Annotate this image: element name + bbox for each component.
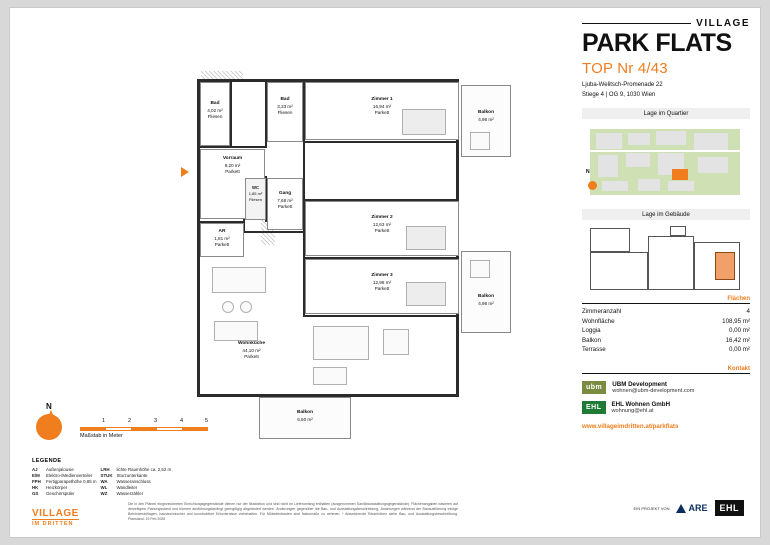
legend [32, 458, 262, 497]
room-name: Balkon [478, 294, 494, 299]
scale-tick: 3 [154, 418, 158, 424]
furniture-sofa [313, 326, 369, 360]
room-floor: Fliesen [249, 196, 262, 202]
table-row [582, 335, 750, 344]
legend-value: Wasseranschluss [116, 479, 151, 484]
info-panel [582, 18, 750, 523]
contact-name: UBM Development [612, 381, 667, 389]
room-area: 9,20 m² [224, 162, 241, 168]
quarter-block [602, 181, 628, 191]
room-name: AR [218, 229, 226, 234]
room-area: 12,63 m² [372, 221, 392, 227]
room-name: Vorraum [222, 156, 243, 161]
wall-interior [303, 141, 459, 143]
quarter-block [598, 155, 618, 177]
room-name: Gang [278, 191, 292, 196]
furniture-bed [402, 109, 446, 135]
quarter-block [668, 181, 694, 191]
balcony-top [461, 85, 511, 157]
wall-interior [230, 79, 232, 147]
room-area: 4,96 m² [478, 116, 494, 122]
furniture-dining-table [214, 321, 258, 341]
furniture-stool [222, 301, 234, 313]
footer-brand-name: VILLAGE [32, 508, 79, 519]
scale-tick: 2 [128, 418, 132, 424]
building-part [648, 236, 694, 290]
furniture-bed [406, 226, 446, 250]
legend-key: WZ [100, 491, 108, 496]
scale-bar [80, 418, 230, 439]
quarter-block [694, 133, 728, 151]
furniture-stool [240, 301, 252, 313]
area-value: 4 [746, 308, 750, 316]
room-gang [267, 178, 303, 230]
legend-key: FPH [32, 479, 41, 484]
room-floor: Parkett [374, 286, 390, 292]
project-title: PARK FLATS [582, 29, 732, 57]
building-part [590, 228, 630, 252]
brand-village: VILLAGE [696, 18, 750, 29]
scale-tick: 5 [205, 418, 209, 424]
wall-interior [197, 146, 267, 148]
legend-key: AJ [32, 467, 38, 472]
table-row [582, 345, 750, 354]
legend-value: Fertigparapethöhe 0,85 m [46, 479, 97, 484]
quarter-block [628, 133, 650, 145]
furniture-balcony-chair [470, 260, 490, 278]
section-quarter-title: Lage im Quartier [582, 108, 750, 119]
contact-title: Kontakt [582, 366, 750, 374]
room-area: 4,96 m² [478, 300, 494, 306]
area-value: 0,00 m² [729, 345, 750, 353]
legend-key: E/M [32, 473, 40, 478]
building-unit-highlight [715, 252, 735, 280]
partner-label: EIN PROJEKT VON [633, 505, 670, 511]
area-value: 0,00 m² [729, 327, 750, 335]
table-row [582, 307, 750, 316]
section-building-title: Lage im Gebäude [582, 209, 750, 220]
furniture-bed [406, 282, 446, 306]
room-floor: Parkett [374, 228, 390, 234]
room-wc [245, 178, 266, 220]
table-row [582, 317, 750, 326]
room-area: 1,81 m² [214, 235, 230, 241]
room-floor: Parkett [214, 242, 230, 248]
contact-ehl [582, 401, 750, 414]
legend-value: Wandleiter [116, 485, 138, 490]
quarter-block [626, 153, 650, 167]
room-area: 12,98 m² [372, 279, 392, 285]
room-area: 7,68 m² [277, 197, 293, 203]
legend-title: LEGENDE [32, 458, 62, 464]
quarter-map [582, 123, 750, 201]
furniture-balcony-chair [470, 132, 490, 150]
room-area: 3,33 m² [277, 103, 293, 109]
legend-key: STUK [100, 473, 113, 478]
ehl-logo: EHL [715, 500, 745, 516]
legend-key: GS [32, 491, 39, 496]
contact-email[interactable]: wohnung@ehl.at [611, 408, 654, 415]
quarter-block [656, 131, 686, 145]
area-label: Loggia [582, 327, 601, 335]
contact-ubm [582, 381, 750, 394]
brand-header [582, 18, 750, 29]
unit-number: TOP Nr 4/43 [582, 60, 668, 77]
room-name: Bad [210, 101, 220, 106]
legend-value: Heizkörper [46, 485, 68, 490]
legend-key: LRH [100, 467, 110, 472]
quarter-highlight [672, 169, 688, 180]
legend-value: Geschirrspüler [46, 491, 75, 496]
furniture-kitchen-counter [212, 267, 266, 293]
footer-brand-sub: IM DRITTEN [32, 519, 79, 527]
entrance-arrow-icon [181, 167, 189, 177]
areas-table [582, 307, 750, 354]
furniture-sideboard [313, 367, 347, 385]
room-name: Balkon [478, 110, 494, 115]
table-row [582, 326, 750, 335]
room-floor: Parkett [277, 204, 293, 210]
disclaimer-text: Die in den Plänen eingezeichneten Einrichtungsgegenstände dienen nur der Illustration und sind nicht im Lieferumfang enthalten (ausgenommen Sanitärausstattungsgegenstände). Flächenangaben basieren auf derzeitigem Planungsstand und können ausführungsbedingt geringfügig abgeändert werden. Änderungen gegenüber die Bau- und Ausstattungsbeschreibung, Änderungen während der Bauausführung infolge Behördenauflagen, haustechnischer und konstruktiver Erfordernisse vorbehalten. Für Möbeleinbauten sind Naturmaße zu nehmen. * Abweichende Raumhöhen siehe Bau- und Ausstattungsbeschreibung. Planstand: 19 Feb 2026 [128, 502, 458, 522]
room-area: 44,10 m² [242, 347, 261, 353]
floorplan-drawing [183, 71, 494, 422]
room-floor: Fliesen [207, 114, 223, 120]
furniture-armchair [383, 329, 409, 355]
scale-graphic [80, 427, 208, 431]
scale-tick: 1 [102, 418, 106, 424]
are-logo-text: ARE [688, 503, 708, 513]
building-diagram [582, 224, 750, 296]
area-label: Wohnfläche [582, 317, 615, 325]
building-part [670, 226, 686, 236]
room-area: 6,50 m² [297, 416, 313, 422]
website-link[interactable]: www.villageimdritten.at/parkflats [582, 423, 679, 431]
scale-caption: Maßstab in Meter [80, 433, 123, 439]
legend-value: Außenjalousie [46, 467, 74, 472]
area-label: Zimmeranzahl [582, 308, 622, 316]
room-name: Zimmer 1 [371, 97, 393, 102]
wall-interior [243, 231, 305, 233]
room-name: Wohnküche [237, 341, 266, 346]
quarter-north-label: N [586, 169, 590, 176]
plan-sheet [9, 7, 761, 538]
legend-key: WA [100, 479, 108, 484]
room-name: Bad [280, 97, 290, 102]
room-zimmer-2 [305, 201, 459, 256]
address-line-2: Stiege 4 | OG 9, 1030 Wien [582, 91, 656, 98]
balcony-bottom [259, 397, 351, 439]
brand-rule [582, 23, 691, 24]
room-floor: Parkett [374, 110, 390, 116]
room-bad-1 [200, 82, 230, 146]
building-part [590, 252, 648, 290]
legend-value: Elektro-/Medienverteiler [46, 473, 93, 478]
quarter-block [596, 133, 622, 149]
room-name: WC [252, 185, 259, 190]
scale-tick: 4 [180, 418, 184, 424]
room-name: Zimmer 3 [371, 273, 393, 278]
quarter-road [590, 150, 740, 152]
ehl-logo: EHL [582, 401, 606, 414]
footer-brand [32, 508, 79, 527]
room-wohnkueche [200, 259, 303, 394]
area-label: Balkon [582, 336, 601, 344]
legend-value: Wasserzähler [116, 491, 144, 496]
quarter-block [698, 157, 728, 173]
contact-name: EHL Wohnen GmbH [611, 401, 671, 409]
room-name: Zimmer 2 [371, 215, 393, 220]
room-zimmer-1 [305, 82, 459, 140]
areas-title: Flächen [582, 296, 750, 304]
legend-value: lichte Raumhöhe ca. 2,52 m [116, 467, 172, 472]
room-area: 4,02 m² [207, 107, 223, 113]
legend-value: Sturzunterkante [116, 473, 148, 478]
room-floor: Parkett [225, 169, 240, 175]
room-zimmer-3 [305, 259, 459, 314]
north-label: N [46, 402, 52, 411]
legend-key: WL [100, 485, 108, 490]
room-ar [200, 223, 244, 257]
room-area: 16,94 m² [372, 103, 392, 109]
wall-interior [303, 315, 459, 317]
room-area: 1,85 m² [248, 190, 263, 196]
area-value: 108,95 m² [722, 317, 750, 325]
address-line-1: Ljuba-Welitsch-Promenade 22 [582, 82, 663, 88]
compass-icon [36, 414, 62, 440]
room-name: Balkon [297, 410, 313, 415]
room-bad-2 [267, 82, 303, 142]
area-label: Terrasse [582, 345, 606, 353]
room-floor: Parkett [244, 354, 259, 360]
ubm-logo: ubm [582, 381, 606, 394]
area-value: 16,42 m² [725, 336, 750, 344]
quarter-block [638, 179, 660, 191]
legend-table [32, 467, 175, 497]
room-floor: Fliesen [277, 110, 293, 116]
scale-ticks [80, 418, 212, 427]
legend-key: HK [32, 485, 39, 490]
balcony-right [461, 251, 511, 333]
contact-email[interactable]: wohnen@ubm-development.com [612, 388, 695, 395]
